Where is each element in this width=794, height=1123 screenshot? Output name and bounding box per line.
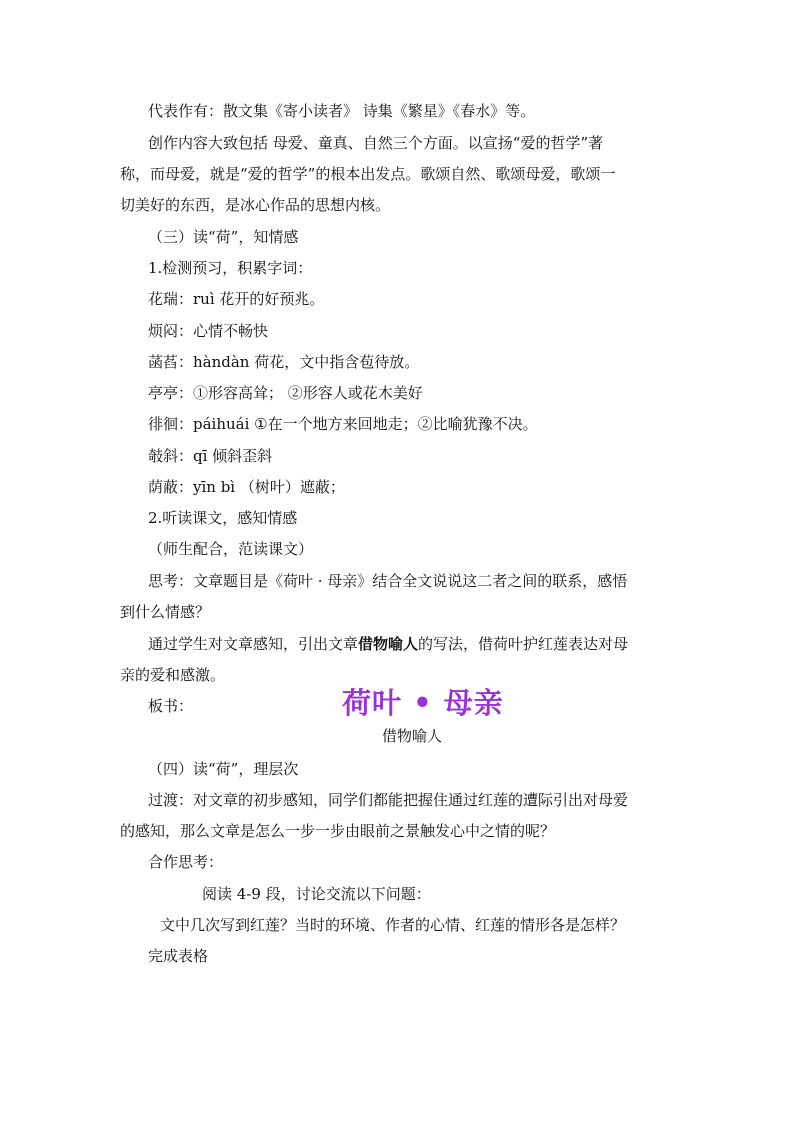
- subheading-listen-read: 2.听读课文，感知情感: [148, 509, 298, 527]
- method-text-after: 的写法，借荷叶护红莲表达对母: [418, 635, 629, 653]
- vocab-item-handan: 菡萏：hàndàn 荷花，文中指含苞待放。: [148, 353, 420, 371]
- task-complete-table: 完成表格: [148, 947, 209, 965]
- task-question: 文中几次写到红莲？当时的环境、作者的心情、红莲的情形各是怎样？: [160, 916, 626, 934]
- paragraph-creation-content-line2: 称，而母爱，就是“爱的哲学”的根本出发点。歌颂自然、歌颂母爱，歌颂一: [120, 165, 616, 183]
- method-keyword: 借物喻人: [358, 635, 419, 653]
- subheading-preview-check: 1.检测预习，积累字词：: [148, 259, 313, 277]
- vocab-item-fanmen: 烦闷：心情不畅快: [148, 322, 269, 340]
- paragraph-transition-line1: 过渡：对文章的初步感知，同学们都能把握住通过红莲的遭际引出对母爱: [148, 791, 629, 809]
- vocab-item-paihuai: 徘徊：páihuái ①在一个地方来回地走；②比喻犹豫不决。: [148, 415, 538, 433]
- note-teacher-student: （师生配合，范读课文）: [148, 540, 314, 558]
- board-label: 板书：: [148, 697, 194, 715]
- section-heading-3: （三）读“荷”，知情感: [148, 228, 299, 246]
- paragraph-representative-works: 代表作有：散文集《寄小读者》 诗集《繁星》《春水》等。: [148, 102, 536, 120]
- paragraph-method-line2: 亲的爱和感激。: [120, 666, 226, 684]
- vocab-item-huarui: 花瑞：ruì 花开的好预兆。: [148, 290, 325, 308]
- board-title: 荷叶 • 母亲: [342, 686, 504, 720]
- vocab-item-yinbi: 荫蔽：yīn bì （树叶）遮蔽；: [148, 478, 345, 496]
- section-heading-4: （四）读“荷”，理层次: [148, 760, 299, 778]
- board-subtitle: 借物喻人: [382, 727, 443, 745]
- paragraph-creation-content-line1: 创作内容大致包括 母爱、童真、自然三个方面。以宣扬“爱的哲学”著: [148, 134, 604, 152]
- vocab-item-tingting: 亭亭：①形容高耸； ②形容人或花木美好: [148, 384, 423, 402]
- task-read-paragraphs: 阅读 4-9 段，讨论交流以下问题：: [202, 885, 431, 903]
- subheading-cooperative-thinking: 合作思考：: [148, 853, 224, 871]
- paragraph-method-line1: [148, 634, 628, 654]
- paragraph-creation-content-line3: 切美好的东西，是冰心作品的思想内核。: [120, 196, 391, 214]
- paragraph-think-line1: 思考：文章题目是《荷叶 · 母亲》结合全文说说这二者之间的联系，感悟: [148, 572, 628, 590]
- paragraph-transition-line2: 的感知，那么文章是怎么一步一步由眼前之景触发心中之情的呢？: [120, 822, 556, 840]
- method-text-before: 通过学生对文章感知，引出文章: [148, 635, 359, 653]
- vocab-item-qixie: 攲斜：qī 倾斜歪斜: [148, 447, 273, 465]
- paragraph-think-line2: 到什么情感？: [120, 603, 211, 621]
